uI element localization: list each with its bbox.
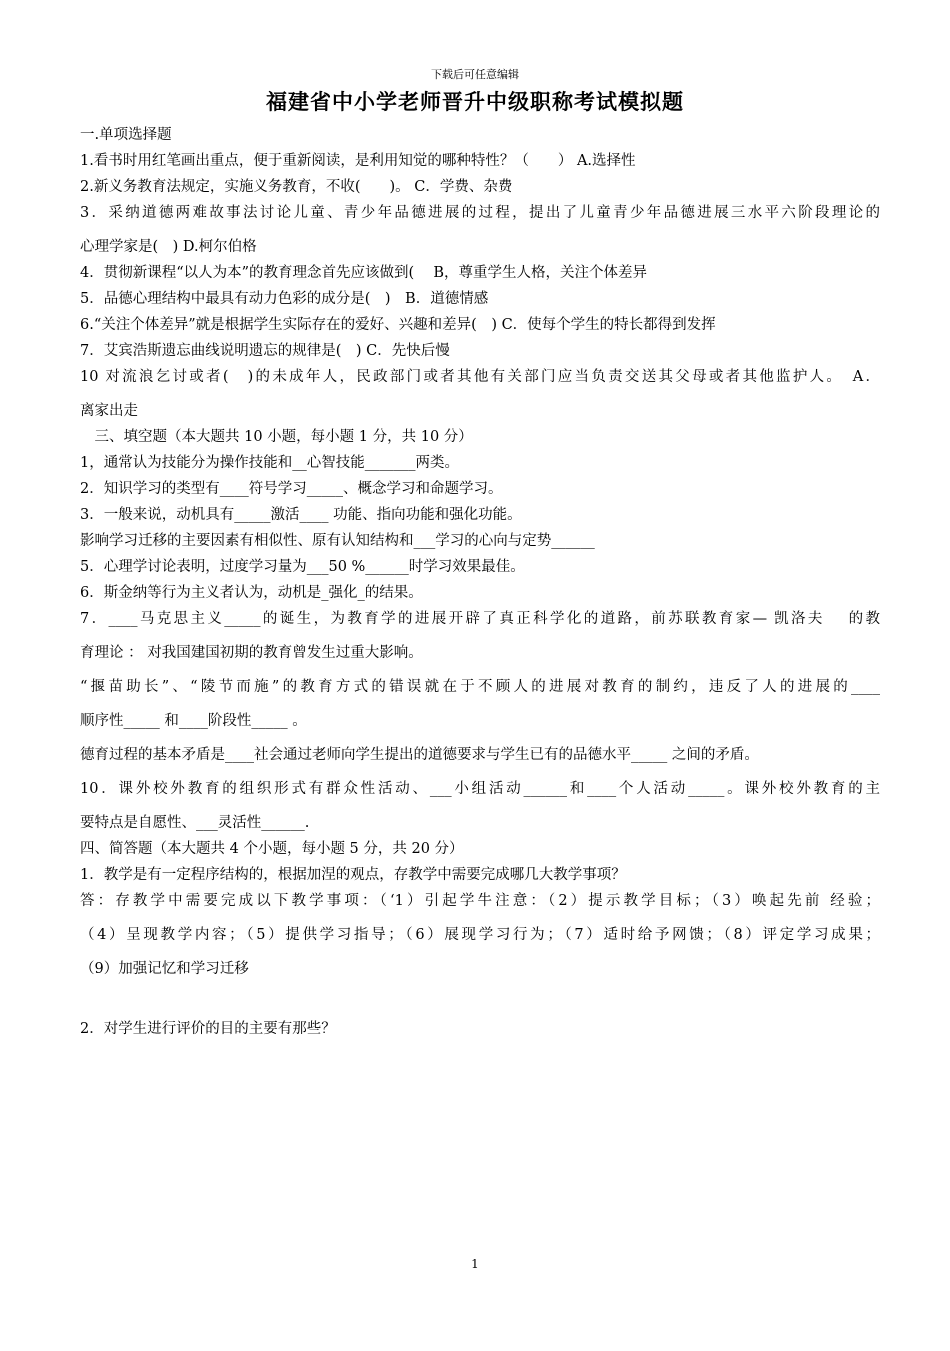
question-line: 10．课外校外教育的组织形式有群众性活动、___小组活动______和____个人活动_____。课外校外教育的主 (80, 781, 880, 797)
document-body (80, 124, 880, 1044)
answer-line: （9）加强记忆和学习迁移 (80, 961, 249, 977)
question-line: 影响学习迁移的主要因素有相似性、原有认知结构和___学习的心向与定势______ (80, 533, 595, 549)
question-line: 德育过程的基本矛盾是____社会通过老师向学生提出的道德要求与学生已有的品德水平_____ 之间的矛盾。 (80, 747, 759, 763)
question-line: 10 对流浪乞讨或者( )的未成年人，民政部门或者其他有关部门应当负责交送其父母或者其他监护人。 A． (80, 369, 880, 385)
question-line: 3．一般来说，动机具有_____激活____ 功能、指向功能和强化功能。 (80, 507, 522, 523)
question-line: 育理论 ： 对我国建国初期的教育曾发生过重大影响。 (80, 645, 423, 661)
question-line: 7．艾宾浩斯遗忘曲线说明遗忘的规律是( ) C．先快后慢 (80, 343, 450, 359)
question-line: 心理学家是( ) D.柯尔伯格 (80, 239, 257, 255)
section-heading-short-answer: 四、简答题（本大题共 4 个小题，每小题 5 分，共 20 分） (80, 841, 464, 857)
question-line: 1，通常认为技能分为操作技能和__心智技能_______两类。 (80, 455, 459, 471)
question-line: 2.新义务教育法规定，实施义务教育，不收( )。 C．学费、杂费 (80, 179, 513, 195)
question-line: 1．教学是有一定程序结构的，根据加涅的观点，存教学中需要完成哪几大教学事项？ (80, 867, 626, 883)
question-line: 顺序性_____ 和____阶段性_____ 。 (80, 713, 307, 729)
blank-line (80, 984, 880, 1006)
question-line: 3．采纳道德两难故事法讨论儿童、青少年品德进展的过程，提出了儿童青少年品德进展三水平六阶段理论的 (80, 205, 880, 221)
page-number: 1 (471, 1257, 479, 1271)
question-line: 4．贯彻新课程“以人为本”的教育理念首先应该做到( B，尊重学生人格，关注个体差异 (80, 265, 647, 281)
section-heading-single-choice: 一.单项选择题 (80, 127, 172, 143)
question-line: 6.“关注个体差异”就是根据学生实际存在的爱好、兴趣和差异( ) C．使每个学生的特长都得到发挥 (80, 317, 716, 333)
question-line: 6．斯金纳等行为主义者认为，动机是_强化_的结果。 (80, 585, 423, 601)
question-line: 2．知识学习的类型有____符号学习_____、概念学习和命题学习。 (80, 481, 503, 497)
question-line: 离家出走 (80, 403, 138, 419)
page-title: 福建省中小学老师晋升中级职称考试模拟题 (266, 89, 684, 114)
header-note: 下载后可任意编辑 (431, 68, 519, 81)
question-line: 2．对学生进行评价的目的主要有那些？ (80, 1021, 336, 1037)
question-line: “揠苗助长”、“陵节而施”的教育方式的错误就在于不顾人的进展对教育的制约，违反了人的进展的____ (80, 679, 880, 695)
question-line: 要特点是自愿性、___灵活性______. (80, 815, 310, 831)
question-line: 5．心理学讨论表明，过度学习量为___50 %______时学习效果最佳。 (80, 559, 525, 575)
question-line: 5．品德心理结构中最具有动力色彩的成分是( ) B．道德情感 (80, 291, 489, 307)
question-line: 1.看书时用红笔画出重点，便于重新阅读，是利用知觉的哪种特性？（ ） A.选择性 (80, 153, 636, 169)
answer-line: 答：存教学中需要完成以下教学事项：（‘1）引起学牛注意：（2）提示教学目标；（3）唤起先前 经验； (80, 893, 880, 909)
question-line: 7．____马克思主义_____的诞生，为教育学的进展开辟了真正科学化的道路，前苏联教育家— 凯洛夫 的教 (80, 611, 880, 627)
section-heading-fill-blank: 三、填空题（本大题共 10 小题，每小题 1 分，共 10 分） (80, 429, 473, 445)
answer-line: （4）呈现教学内容；（5）提供学习指导；（6）展现学习行为；（7）适时给予网馈；（8）评定学习成果； (80, 927, 880, 943)
